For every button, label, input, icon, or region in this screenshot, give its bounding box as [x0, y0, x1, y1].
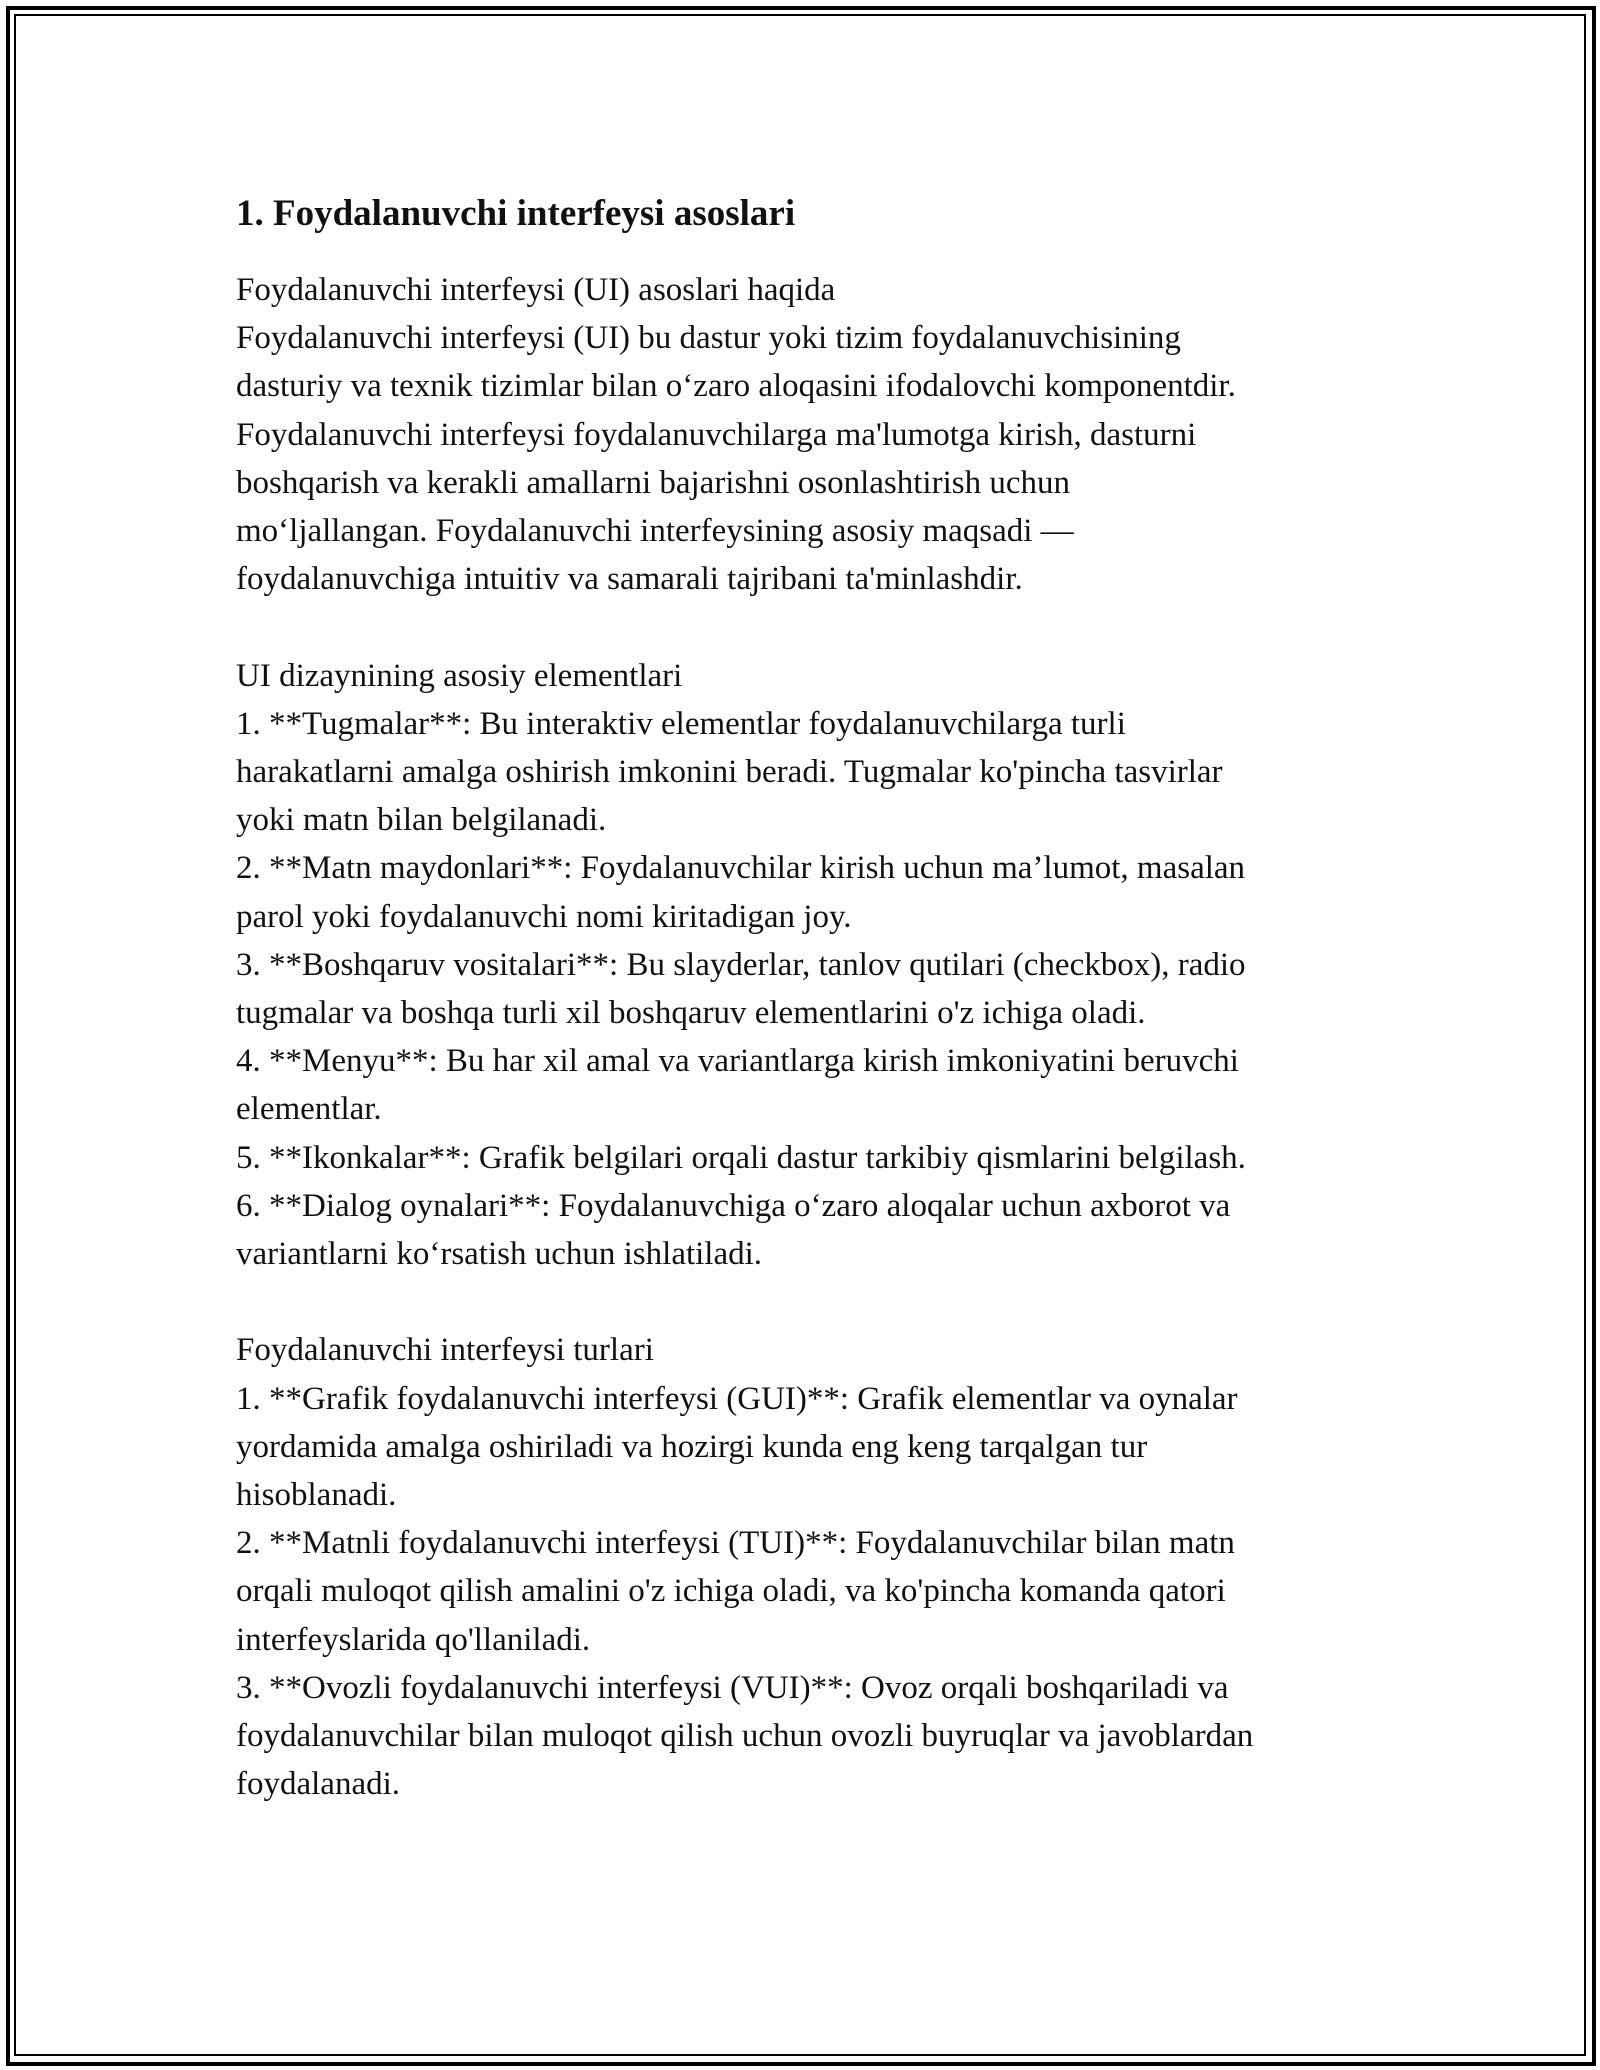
- document-sections: [236, 266, 1386, 1808]
- section-heading: UI dizaynining asosiy elementlari: [236, 657, 683, 694]
- text-line: 6. **Dialog oynalari**: Foydalanuvchiga o‘zaro aloqalar uchun axborot va: [236, 1187, 1231, 1224]
- text-line: 3. **Boshqaruv vositalari**: Bu slayderlar, tanlov qutilari (checkbox), radio: [236, 946, 1246, 983]
- text-line: dasturiy va texnik tizimlar bilan o‘zaro aloqasini ifodalovchi komponentdir.: [236, 368, 1236, 405]
- text-line: elementlar.: [236, 1091, 382, 1128]
- document-title: 1. Foydalanuvchi interfeysi asoslari: [236, 193, 796, 234]
- section-spacer: [236, 603, 1386, 651]
- text-line: tugmalar va boshqa turli xil boshqaruv elementlarini o'z ichiga oladi.: [236, 995, 1146, 1032]
- text-line: boshqarish va kerakli amallarni bajarishni osonlashtirish uchun: [236, 464, 1070, 501]
- text-line: variantlarni ko‘rsatish uchun ishlatiladi.: [236, 1236, 763, 1273]
- section-3: [236, 1326, 1386, 1808]
- text-line: mo‘ljallangan. Foydalanuvchi interfeysining asosiy maqsadi —: [236, 513, 1074, 550]
- document-body: [236, 190, 1386, 1808]
- section-heading: Foydalanuvchi interfeysi (UI) asoslari haqida: [236, 272, 836, 308]
- text-line: 4. **Menyu**: Bu har xil amal va variantlarga kirish imkoniyatini beruvchi: [236, 1043, 1239, 1080]
- text-line: orqali muloqot qilish amalini o'z ichiga oladi, va ko'pincha komanda qatori: [236, 1573, 1226, 1610]
- text-line: 5. **Ikonkalar**: Grafik belgilari orqali dastur tarkibiy qismlarini belgilash.: [236, 1139, 1246, 1176]
- text-line: foydalanadi.: [236, 1766, 401, 1803]
- text-line: interfeyslarida qo'llaniladi.: [236, 1621, 591, 1658]
- text-line: 1. **Tugmalar**: Bu interaktiv elementlar foydalanuvchilarga turli: [236, 705, 1126, 742]
- text-line: parol yoki foydalanuvchi nomi kiritadigan joy.: [236, 898, 852, 935]
- text-line: 2. **Matnli foydalanuvchi interfeysi (TUI)**: Foydalanuvchilar bilan matn: [236, 1525, 1235, 1562]
- text-line: foydalanuvchiga intuitiv va samarali tajribani ta'minlashdir.: [236, 561, 1023, 598]
- text-line: yoki matn bilan belgilanadi.: [236, 802, 607, 839]
- text-line: 3. **Ovozli foydalanuvchi interfeysi (VUI)**: Ovoz orqali boshqariladi va: [236, 1669, 1229, 1706]
- text-line: yordamida amalga oshiriladi va hozirgi kunda eng keng tarqalgan tur: [236, 1428, 1148, 1465]
- section-2: [236, 652, 1386, 1279]
- text-line: Foydalanuvchi interfeysi foydalanuvchilarga ma'lumotga kirish, dasturni: [236, 416, 1197, 453]
- text-line: 2. **Matn maydonlari**: Foydalanuvchilar kirish uchun ma’lumot, masalan: [236, 850, 1246, 887]
- text-line: harakatlarni amalga oshirish imkonini beradi. Tugmalar ko'pincha tasvirlar: [236, 754, 1223, 791]
- section-spacer: [236, 1278, 1386, 1326]
- section-1: [236, 266, 1386, 603]
- text-line: hisoblanadi.: [236, 1477, 397, 1514]
- section-heading: Foydalanuvchi interfeysi turlari: [236, 1332, 654, 1369]
- text-line: foydalanuvchilar bilan muloqot qilish uchun ovozli buyruqlar va javoblardan: [236, 1718, 1254, 1755]
- text-line: Foydalanuvchi interfeysi (UI) bu dastur yoki tizim foydalanuvchisining: [236, 320, 1181, 357]
- text-line: 1. **Grafik foydalanuvchi interfeysi (GUI)**: Grafik elementlar va oynalar: [236, 1380, 1238, 1417]
